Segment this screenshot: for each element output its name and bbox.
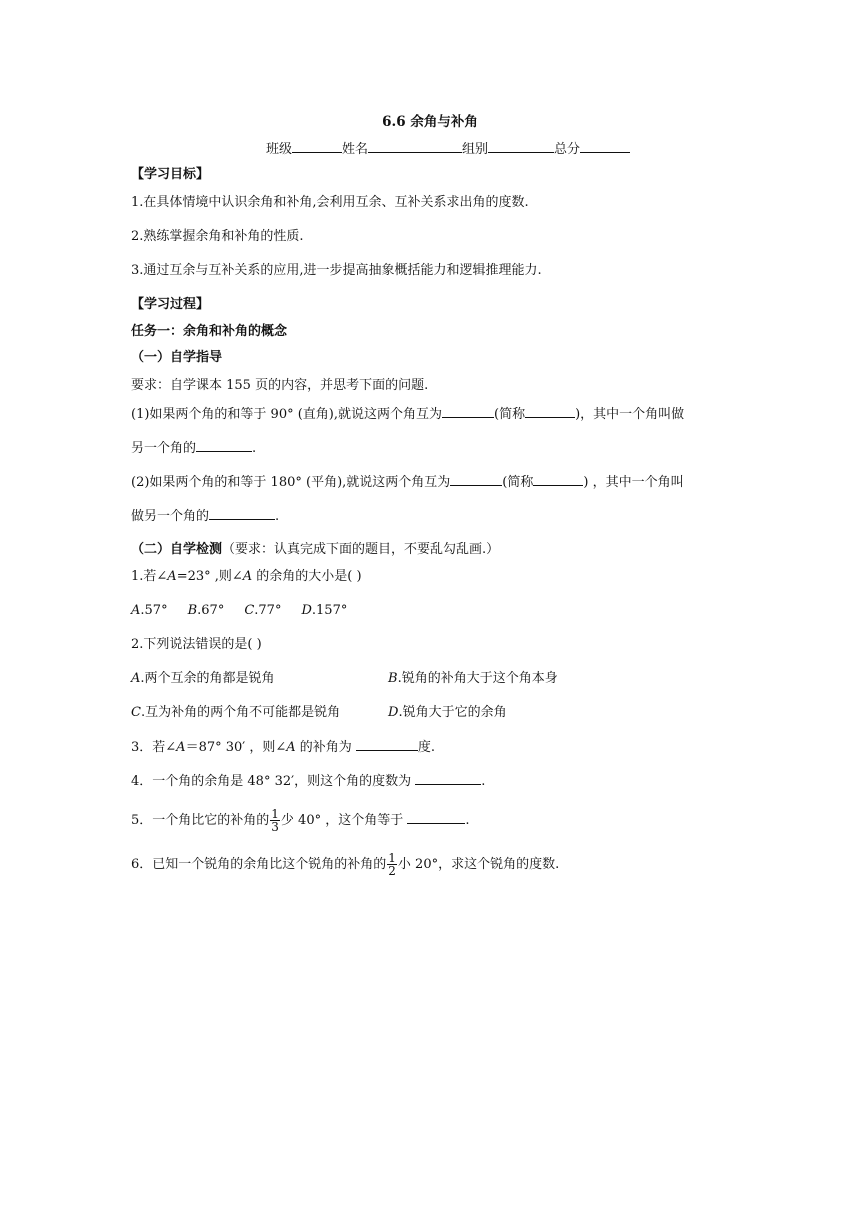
process-heading: 【学习过程】 — [131, 297, 210, 312]
q1-blank-1[interactable] — [442, 405, 494, 418]
q4-text: . — [481, 774, 486, 789]
goals-heading: 【学习目标】 — [131, 167, 210, 182]
guide-heading: （一）自学指导 — [131, 350, 223, 365]
q5-text: . — [465, 813, 470, 828]
option-a[interactable]: A.两个互余的角都是锐角 — [131, 671, 275, 686]
exercise-2-option-b[interactable]: B.锐角的补角大于这个角本身 — [388, 671, 558, 686]
q1-text: (简称 — [494, 407, 526, 422]
exercise-4 — [131, 772, 485, 791]
q5-text: 5．一个角比它的补角的 — [131, 813, 270, 828]
requirement-text: 要求：自学课本 155 页的内容，并思考下面的问题. — [131, 378, 429, 393]
q2-blank-3[interactable] — [209, 507, 275, 520]
q2-text: (简称 — [502, 475, 534, 490]
exercise-5 — [131, 808, 470, 833]
group-blank[interactable] — [488, 140, 554, 153]
check-heading: （二）自学检测 — [131, 542, 223, 557]
class-blank[interactable] — [292, 140, 342, 153]
name-blank[interactable] — [368, 140, 462, 153]
check-note: （要求：认真完成下面的题目，不要乱勾乱画.） — [222, 542, 500, 557]
task1-heading: 任务一：余角和补角的概念 — [131, 324, 288, 339]
exercise-1 — [131, 568, 362, 586]
q1-text: )，其中一个角叫做 — [575, 407, 685, 422]
exercise-1-options — [131, 602, 347, 620]
q2-text: 做另一个角的 — [131, 509, 210, 524]
q3-blank[interactable] — [356, 738, 418, 751]
option-d[interactable]: D.157° — [301, 603, 348, 618]
q6-text: 6．已知一个锐角的余角比这个锐角的补角的 — [131, 857, 387, 872]
goal-item: 1.在具体情境中认识余角和补角,会利用互余、互补关系求出角的度数. — [131, 195, 529, 210]
q1-blank-2[interactable] — [525, 405, 575, 418]
q2-text: ) ，其中一个角叫 — [583, 475, 684, 490]
q5-blank[interactable] — [407, 811, 465, 824]
fraction-one-half: $\frac{1}{2}$ — [388, 851, 396, 878]
concept-question-1 — [131, 405, 684, 424]
q1-text: (1)如果两个角的和等于 90° (直角),就说这两个角互为 — [131, 407, 442, 422]
group-label: 组别 — [462, 142, 489, 157]
q1-stem: =23° ,则∠ — [176, 569, 243, 584]
q3-text: 度. — [417, 740, 436, 755]
option-c[interactable]: C.互为补角的两个角不可能都是锐角 — [131, 705, 341, 720]
concept-question-2-cont — [131, 507, 279, 526]
q3-text: A — [176, 740, 186, 755]
q2-blank-1[interactable] — [450, 473, 502, 486]
q1-text: 另一个角的 — [131, 441, 197, 456]
option-a[interactable]: A.57° — [131, 603, 168, 618]
q2-text: (2)如果两个角的和等于 180° (平角),就说这两个角互为 — [131, 475, 451, 490]
q3-text: A — [286, 740, 296, 755]
option-c[interactable]: C.77° — [244, 603, 282, 618]
concept-question-1-cont — [131, 439, 256, 458]
q3-text: 3．若∠ — [131, 740, 177, 755]
concept-question-2 — [131, 473, 684, 492]
score-blank[interactable] — [580, 140, 630, 153]
q1-blank-3[interactable] — [196, 439, 252, 452]
q1-stem: 的余角的大小是( ) — [252, 569, 362, 584]
q1-stem: A — [167, 569, 177, 584]
exercise-3 — [131, 738, 435, 757]
q1-text: . — [252, 441, 257, 456]
q3-text: 的补角为 — [295, 740, 356, 755]
q3-text: ＝87° 30′ ，则∠ — [185, 740, 287, 755]
exercise-2-option-d[interactable]: D.锐角大于它的余角 — [388, 705, 507, 720]
student-info-line — [0, 140, 860, 159]
exercise-6 — [131, 852, 559, 877]
q5-text: 少 40° ，这个角等于 — [280, 813, 408, 828]
exercise-2: 2.下列说法错误的是( ) — [131, 637, 262, 652]
q4-text: 4．一个角的余角是 48° 32′，则这个角的度数为 — [131, 774, 416, 789]
q1-stem: 1.若∠ — [131, 569, 168, 584]
name-label: 姓名 — [341, 142, 368, 157]
goal-item: 3.通过互余与互补关系的应用,进一步提高抽象概括能力和逻辑推理能力. — [131, 263, 542, 278]
q1-stem: A — [242, 569, 253, 584]
goal-item: 2.熟练掌握余角和补角的性质. — [131, 229, 304, 244]
score-label: 总分 — [554, 142, 581, 157]
exercise-2-options-row2 — [131, 704, 340, 722]
q6-text: 小 20°，求这个锐角的度数. — [397, 857, 560, 872]
q2-text: . — [275, 509, 280, 524]
check-heading-line — [131, 541, 499, 559]
q4-blank[interactable] — [415, 772, 481, 785]
page-title: 6.6 余角与补角 — [382, 114, 478, 130]
option-b[interactable]: B.67° — [187, 603, 225, 618]
fraction-one-third: $\frac{1}{3}$ — [271, 807, 279, 834]
class-label: 班级 — [265, 142, 292, 157]
q2-blank-2[interactable] — [533, 473, 583, 486]
exercise-2-options-row1 — [131, 670, 275, 688]
